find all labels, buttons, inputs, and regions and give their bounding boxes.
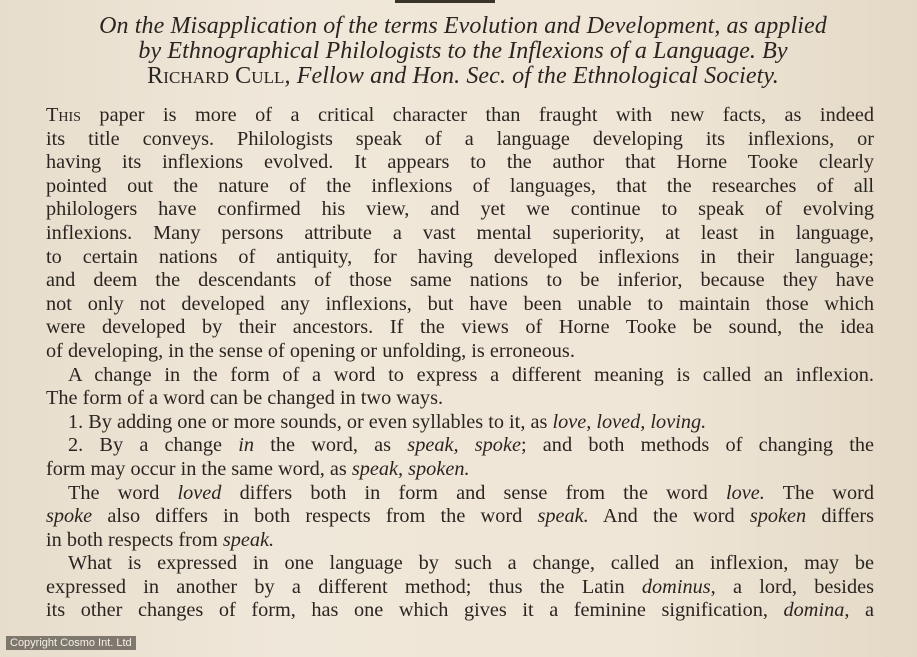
text-line bbox=[46, 599, 874, 623]
text-span: And the word bbox=[588, 505, 750, 528]
text-line: and deem the descendants of those same nations to be inferior, because they have bbox=[46, 269, 874, 292]
title-line-3 bbox=[48, 64, 878, 89]
text-line bbox=[46, 411, 874, 435]
text-line: having its inflexions evolved. It appears to the author that Horne Tooke clearly bbox=[46, 151, 874, 174]
latin-word: domina bbox=[783, 599, 845, 622]
text-span: the word, as bbox=[253, 434, 408, 457]
text-line: The form of a word can be changed in two ways. bbox=[46, 387, 444, 410]
text-line: of developing, in the sense of opening or unfolding, is erroneous. bbox=[46, 339, 575, 362]
text-span: expressed in another by a different method; thus the Latin bbox=[46, 575, 642, 598]
text-span: differs bbox=[806, 505, 874, 528]
text-line: not only not developed any inflexions, but have been unable to maintain those which bbox=[46, 292, 874, 315]
text-line bbox=[46, 529, 874, 553]
article-title bbox=[48, 14, 878, 89]
example-word: love. bbox=[725, 481, 765, 504]
text-span: , a lord, besides bbox=[710, 575, 874, 598]
title-line-1: On the Misapplication of the terms Evolution and Development, as applied bbox=[99, 13, 827, 39]
text-span: The word bbox=[68, 481, 178, 504]
text-span: differs both in form and sense from the word bbox=[221, 481, 726, 504]
text-span: form may occur in the same word, as bbox=[46, 457, 352, 480]
text-span: , a bbox=[844, 599, 874, 622]
lead-word: This bbox=[46, 104, 81, 126]
example-word: spoken bbox=[749, 505, 807, 528]
author-affiliation: , Fellow and Hon. Sec. of the Ethnological Society. bbox=[284, 63, 779, 89]
text-span: 2. By a change bbox=[68, 434, 239, 457]
text-line: pointed out the nature of the inflexions of languages, that the researches of all bbox=[46, 174, 874, 197]
text-span: ; and both methods of changing the bbox=[520, 434, 874, 457]
emphasis: in bbox=[238, 434, 254, 457]
text-line bbox=[46, 482, 874, 506]
text-line: A change in the form of a word to express a different meaning is called an inflexion. bbox=[68, 363, 874, 386]
text-line bbox=[46, 576, 874, 600]
example-word: spoke bbox=[46, 505, 93, 528]
text-line: inflexions. Many persons attribute a vast mental superiority, at least in language, bbox=[46, 221, 874, 244]
latin-word: dominus bbox=[641, 575, 711, 598]
text-span: also differs in both respects from the word bbox=[92, 505, 538, 528]
text-span: in both respects from bbox=[46, 528, 223, 551]
example-words: speak, spoke bbox=[407, 434, 521, 457]
text-span: 1. By adding one or more sounds, or even syllables to it, as bbox=[68, 410, 553, 433]
title-line-2: by Ethnographical Philologists to the Inflexions of a Language. By bbox=[138, 38, 788, 64]
text-line bbox=[46, 458, 874, 482]
article-body bbox=[46, 104, 874, 623]
text-line bbox=[46, 104, 874, 128]
text-line: What is expressed in one language by such a change, called an inflexion, may be bbox=[68, 552, 874, 575]
text-line bbox=[46, 434, 874, 458]
text-line: its title conveys. Philologists speak of a language developing its inflexions, or bbox=[46, 127, 874, 150]
header-rule bbox=[395, 0, 495, 3]
example-word: speak. bbox=[537, 505, 589, 528]
example-word: speak. bbox=[222, 528, 275, 551]
example-words: speak, spoken. bbox=[351, 457, 470, 480]
example-word: loved bbox=[177, 481, 222, 504]
author-name: Richard Cull bbox=[147, 63, 285, 89]
copyright-watermark: Copyright Cosmo Int. Ltd bbox=[6, 636, 136, 650]
text-line: philologers have confirmed his view, and yet we continue to speak of evolving bbox=[46, 198, 874, 221]
example-words: love, loved, loving. bbox=[552, 410, 707, 433]
text-span: paper is more of a critical character than fraught with new facts, as indeed bbox=[80, 104, 874, 126]
text-line bbox=[46, 505, 874, 529]
text-span: its other changes of form, has one which gives it a feminine signification, bbox=[46, 599, 784, 622]
text-span: The word bbox=[764, 481, 874, 504]
text-line: to certain nations of antiquity, for having developed inflexions in their language; bbox=[46, 245, 874, 268]
text-line: were developed by their ancestors. If the views of Horne Tooke be sound, the idea bbox=[46, 316, 874, 339]
